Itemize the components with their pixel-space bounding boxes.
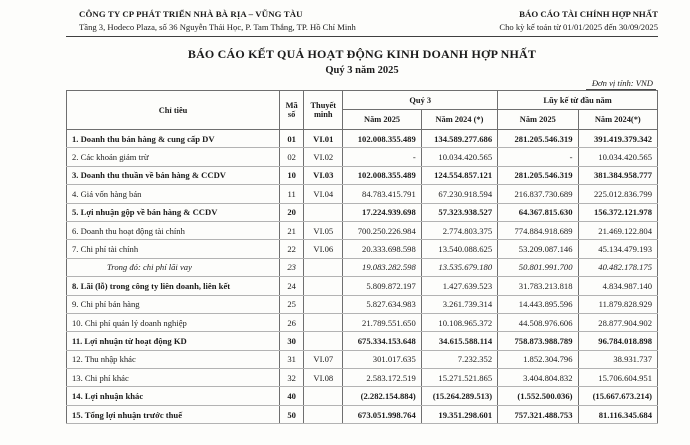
value-q3-2024: 10.034.420.565	[421, 148, 497, 166]
value-ytd-2025: 281.205.546.319	[498, 130, 578, 148]
report-table-body	[67, 130, 658, 424]
row-label: 1. Doanh thu bán hàng & cung cấp DV	[67, 130, 280, 148]
row-note: VI.07	[304, 350, 343, 368]
value-ytd-2025: 44.508.976.606	[498, 313, 578, 331]
value-q3-2024: 134.589.277.686	[421, 130, 497, 148]
col-header-code: Mã số	[280, 91, 304, 130]
table-row	[67, 295, 658, 313]
value-q3-2024: 13.540.088.625	[421, 240, 497, 258]
value-q3-2025: (2.282.154.884)	[343, 387, 421, 405]
report-type: BÁO CÁO TÀI CHÍNH HỢP NHẤT	[519, 9, 658, 19]
row-label: 5. Lợi nhuận gộp về bán hàng & CCDV	[67, 203, 280, 221]
table-row	[67, 185, 658, 203]
row-code: 02	[280, 148, 304, 166]
table-row	[67, 313, 658, 331]
row-label: 4. Giá vốn hàng bán	[67, 185, 280, 203]
value-q3-2025: 675.334.153.648	[343, 332, 421, 350]
row-code: 30	[280, 332, 304, 350]
row-code: 11	[280, 185, 304, 203]
table-row	[67, 166, 658, 184]
value-q3-2025: 5.827.634.983	[343, 295, 421, 313]
value-q3-2024: 57.323.938.527	[421, 203, 497, 221]
value-ytd-2025: 216.837.730.689	[498, 185, 578, 203]
row-code: 31	[280, 350, 304, 368]
value-q3-2024: 67.230.918.594	[421, 185, 497, 203]
row-note: VI.04	[304, 185, 343, 203]
row-note	[304, 277, 343, 295]
value-ytd-2025: 774.884.918.689	[498, 221, 578, 239]
value-q3-2025: 102.008.355.489	[343, 166, 421, 184]
row-note: VI.01	[304, 130, 343, 148]
value-ytd-2025: 50.801.991.700	[498, 258, 578, 276]
page-title: BÁO CÁO KẾT QUẢ HOẠT ĐỘNG KINH DOANH HỢP NHẤT	[187, 47, 537, 61]
value-ytd-2025: 14.443.895.596	[498, 295, 578, 313]
value-ytd-2024: (15.667.673.214)	[578, 387, 657, 405]
value-q3-2025: 700.250.226.984	[343, 221, 421, 239]
row-code: 10	[280, 166, 304, 184]
row-code: 32	[280, 369, 304, 387]
col-header-notes: Thuyết minh	[304, 91, 343, 130]
value-ytd-2025: 53.209.087.146	[498, 240, 578, 258]
value-q3-2025: 301.017.635	[343, 350, 421, 368]
letterhead-right	[499, 9, 658, 32]
table-row	[67, 332, 658, 350]
value-q3-2024: 19.351.298.601	[421, 405, 497, 423]
value-ytd-2024: 96.784.018.898	[578, 332, 657, 350]
value-q3-2025: 21.789.551.650	[343, 313, 421, 331]
value-ytd-2025: 1.852.304.796	[498, 350, 578, 368]
value-q3-2025: 84.783.415.791	[343, 185, 421, 203]
col-header-ytd-2024: Năm 2024(*)	[578, 110, 657, 130]
value-q3-2025: 19.083.282.598	[343, 258, 421, 276]
value-q3-2024: 10.108.965.372	[421, 313, 497, 331]
value-q3-2025: 2.583.172.519	[343, 369, 421, 387]
row-code: 25	[280, 295, 304, 313]
value-q3-2025: 673.051.998.764	[343, 405, 421, 423]
value-q3-2025: 17.224.939.698	[343, 203, 421, 221]
row-code: 26	[280, 313, 304, 331]
value-q3-2024: 2.774.803.375	[421, 221, 497, 239]
table-row	[67, 258, 658, 276]
row-label: 7. Chi phí tài chính	[67, 240, 280, 258]
value-ytd-2024: 391.419.379.342	[578, 130, 657, 148]
table-row	[67, 130, 658, 148]
col-group-ytd: Lũy kế từ đầu năm	[498, 91, 658, 110]
value-ytd-2025: 757.321.488.753	[498, 405, 578, 423]
row-code: 01	[280, 130, 304, 148]
col-header-item: Chỉ tiêu	[67, 91, 280, 130]
row-note	[304, 295, 343, 313]
col-group-q3: Quý 3	[343, 91, 498, 110]
value-q3-2024: 15.271.521.865	[421, 369, 497, 387]
value-q3-2024: 34.615.588.114	[421, 332, 497, 350]
col-header-q3-2024: Năm 2024 (*)	[421, 110, 497, 130]
row-label: 6. Doanh thu hoạt động tài chính	[67, 221, 280, 239]
row-label: 11. Lợi nhuận từ hoạt động KD	[67, 332, 280, 350]
company-name: CÔNG TY CP PHÁT TRIỂN NHÀ BÀ RỊA – VŨNG TÀU	[79, 9, 303, 19]
row-label: 2. Các khoản giảm trừ	[67, 148, 280, 166]
value-q3-2025: 20.333.698.598	[343, 240, 421, 258]
row-label: 10. Chi phí quản lý doanh nghiệp	[67, 313, 280, 331]
value-ytd-2025: 758.873.988.789	[498, 332, 578, 350]
row-label: 12. Thu nhập khác	[67, 350, 280, 368]
row-note	[304, 313, 343, 331]
row-label: 3. Doanh thu thuần về bán hàng & CCDV	[67, 166, 280, 184]
table-row	[67, 405, 658, 423]
row-code: 24	[280, 277, 304, 295]
value-ytd-2025: 3.404.804.832	[498, 369, 578, 387]
row-note: VI.06	[304, 240, 343, 258]
row-note	[304, 203, 343, 221]
value-q3-2024: 7.232.352	[421, 350, 497, 368]
value-ytd-2025: -	[498, 148, 578, 166]
value-ytd-2024: 381.384.958.777	[578, 166, 657, 184]
row-note: VI.03	[304, 166, 343, 184]
income-statement-table	[66, 90, 658, 424]
table-row	[67, 240, 658, 258]
table-row	[67, 369, 658, 387]
letterhead-left	[66, 9, 356, 32]
col-header-q3-2025: Năm 2025	[343, 110, 421, 130]
row-code: 23	[280, 258, 304, 276]
row-note: VI.08	[304, 369, 343, 387]
row-label: 14. Lợi nhuận khác	[67, 387, 280, 405]
value-q3-2024: 3.261.739.314	[421, 295, 497, 313]
value-q3-2024: 124.554.857.121	[421, 166, 497, 184]
value-ytd-2024: 21.469.122.804	[578, 221, 657, 239]
table-row	[67, 203, 658, 221]
value-ytd-2024: 10.034.420.565	[578, 148, 657, 166]
value-ytd-2024: 81.116.345.684	[578, 405, 657, 423]
letterhead-divider	[66, 36, 658, 37]
value-ytd-2024: 45.134.479.193	[578, 240, 657, 258]
row-note	[304, 405, 343, 423]
row-code: 22	[280, 240, 304, 258]
row-code: 50	[280, 405, 304, 423]
value-ytd-2024: 28.877.904.902	[578, 313, 657, 331]
value-q3-2025: 5.809.872.197	[343, 277, 421, 295]
value-q3-2024: 1.427.639.523	[421, 277, 497, 295]
letterhead	[66, 9, 658, 32]
value-ytd-2025: 31.783.213.818	[498, 277, 578, 295]
value-ytd-2024: 11.879.828.929	[578, 295, 657, 313]
table-row	[67, 148, 658, 166]
table-row	[67, 387, 658, 405]
value-ytd-2024: 4.834.987.140	[578, 277, 657, 295]
value-ytd-2024: 156.372.121.978	[578, 203, 657, 221]
value-ytd-2025: (1.552.500.036)	[498, 387, 578, 405]
value-q3-2024: 13.535.679.180	[421, 258, 497, 276]
table-row	[67, 277, 658, 295]
value-ytd-2024: 15.706.604.951	[578, 369, 657, 387]
row-note	[304, 332, 343, 350]
col-header-ytd-2025: Năm 2025	[498, 110, 578, 130]
value-ytd-2025: 281.205.546.319	[498, 166, 578, 184]
value-q3-2025: 102.008.355.489	[343, 130, 421, 148]
row-label: 13. Chi phí khác	[67, 369, 280, 387]
table-row	[67, 221, 658, 239]
value-ytd-2024: 38.931.737	[578, 350, 657, 368]
value-ytd-2025: 64.367.815.630	[498, 203, 578, 221]
unit-note: Đơn vị tính: VND	[66, 78, 656, 88]
row-note	[304, 387, 343, 405]
company-address: Tầng 3, Hodeco Plaza, số 36 Nguyễn Thái Học, P. Tam Thắng, TP. Hồ Chí Minh	[79, 22, 356, 32]
value-q3-2024: (15.264.289.513)	[421, 387, 497, 405]
row-note: VI.05	[304, 221, 343, 239]
row-code: 20	[280, 203, 304, 221]
table-header	[67, 91, 658, 130]
row-code: 40	[280, 387, 304, 405]
row-label: 15. Tổng lợi nhuận trước thuế	[67, 405, 280, 423]
row-code: 21	[280, 221, 304, 239]
value-ytd-2024: 40.482.178.175	[578, 258, 657, 276]
row-note: VI.02	[304, 148, 343, 166]
page-subtitle: Quý 3 năm 2025	[325, 65, 399, 76]
value-q3-2025: -	[343, 148, 421, 166]
row-label: 9. Chi phí bán hàng	[67, 295, 280, 313]
row-note	[304, 258, 343, 276]
document-page	[66, 0, 658, 424]
table-row	[67, 350, 658, 368]
report-period: Cho kỳ kế toán từ 01/01/2025 đến 30/09/2025	[499, 22, 658, 32]
row-label: Trong đó: chi phí lãi vay	[67, 258, 280, 276]
value-ytd-2024: 225.012.836.799	[578, 185, 657, 203]
row-label: 8. Lãi (lỗ) trong công ty liên doanh, liên kết	[67, 277, 280, 295]
